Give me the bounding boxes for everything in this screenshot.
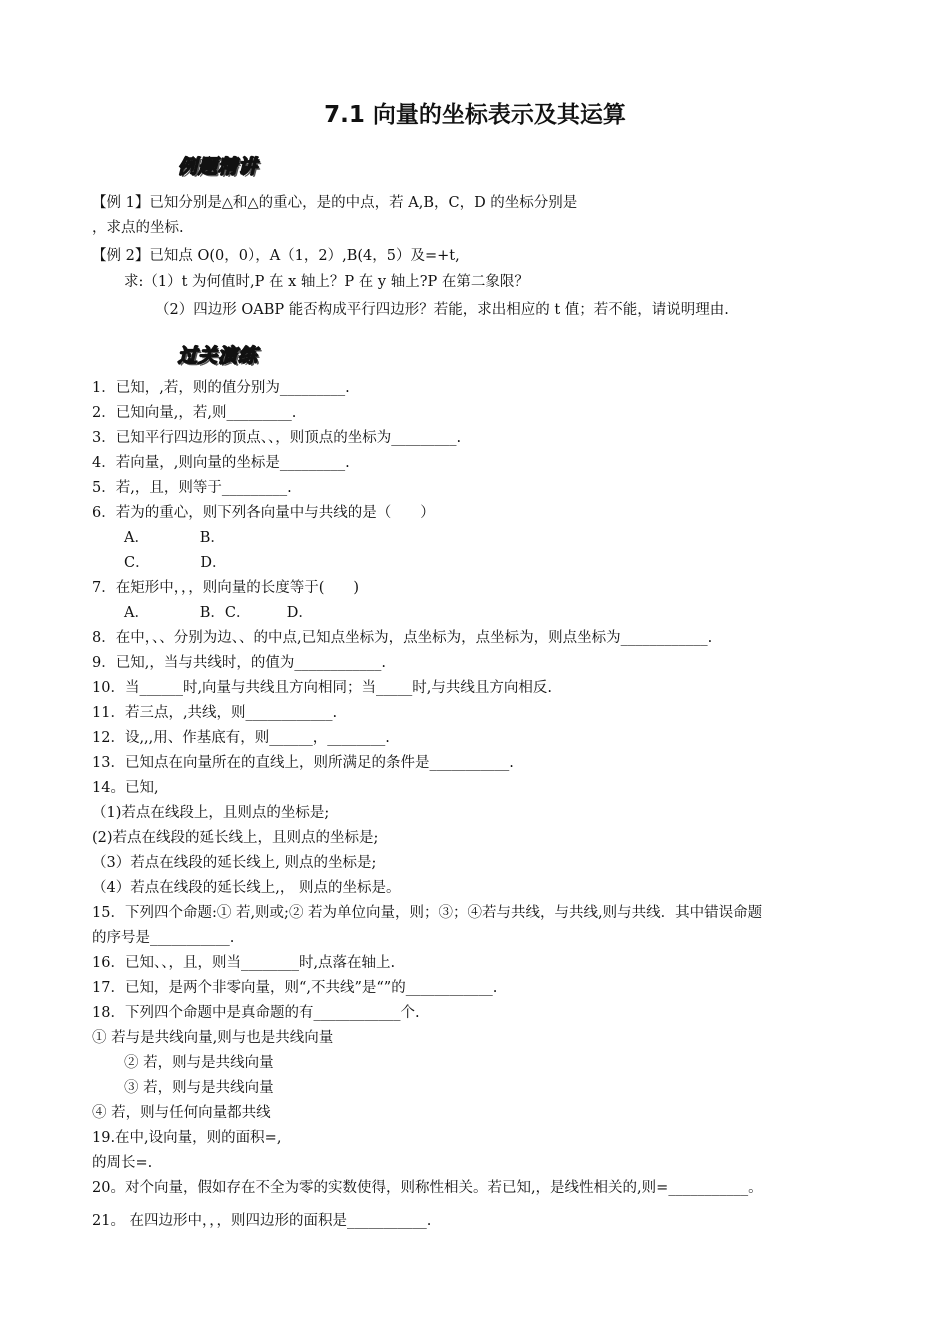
problem-9: 9．已知,，当与共线时，的值为____________.	[92, 655, 386, 671]
example-2-question-1: 求:（1）t 为何值时,P 在 x 轴上？P 在 y 轴上?P 在第二象限？	[124, 274, 529, 290]
problem-18-statement-4: ④ 若，则与任何向量都共线	[92, 1105, 271, 1121]
problem-18: 18．下列四个命题中是真命题的有____________个.	[92, 1005, 420, 1021]
example-2-line-1: 【例 2】已知点 O(0，0），A（1，2）,B(4，5）及=+t,	[92, 248, 460, 264]
problem-4: 4．若向量，,则向量的坐标是_________.	[92, 455, 350, 471]
practice-section-header: 过关演练	[178, 345, 259, 367]
problem-16: 16．已知、、，且，则当________时,点落在轴上.	[92, 955, 396, 971]
example-1-line-1: 【例 1】已知分别是△和△的重心，是的中点，若 A,B，C，D 的坐标分别是	[92, 195, 578, 211]
problem-13: 13．已知点在向量所在的直线上，则所满足的条件是___________.	[92, 755, 514, 771]
problem-7: 7．在矩形中，，，则向量的长度等于( )	[92, 580, 360, 596]
examples-section-header: 例题精讲	[178, 156, 259, 178]
problem-7-options: A． B．C． D．	[124, 605, 313, 621]
problem-8: 8．在中，、、分别为边、、的中点,已知点坐标为，点坐标为，点坐标为，则点坐标为____________.	[92, 630, 713, 646]
problem-14-part-3: （3）若点在线段的延长线上, 则点的坐标是;	[92, 855, 377, 871]
problem-12: 12．设,,,用、作基底有，则______，________.	[92, 730, 390, 746]
problem-19-continued: 的周长=.	[92, 1155, 153, 1171]
problem-3: 3．已知平行四边形的顶点、、，则顶点的坐标为_________.	[92, 430, 462, 446]
problem-14-part-2: (2)若点在线段的延长线上，且则点的坐标是;	[92, 830, 379, 846]
problem-10: 10．当______时,向量与共线且方向相同；当_____时,与共线且方向相反.	[92, 680, 553, 696]
problem-17: 17．已知，是两个非零向量，则“,不共线”是“”的____________.	[92, 980, 498, 996]
problem-6-options-ab: A． B．	[124, 530, 225, 546]
problem-14: 14。已知,	[92, 780, 159, 796]
problem-1: 1．已知，,若，则的值分别为_________.	[92, 380, 350, 396]
problem-19: 19.在中,设向量，则的面积=,	[92, 1130, 282, 1146]
problem-21: 21。 在四边形中，，，则四边形的面积是___________.	[92, 1213, 432, 1229]
problem-6-options-cd: C． D．	[124, 555, 227, 571]
problem-18-statement-1: ① 若与是共线向量,则与也是共线向量	[92, 1030, 334, 1046]
page-title: 7.1 向量的坐标表示及其运算	[324, 102, 626, 128]
problem-15: 15．下列四个命题:① 若,则或;② 若为单位向量，则；③；④若与共线，与共线,则与共线．其中错误命题	[92, 905, 763, 921]
problem-20: 20。对个向量，假如存在不全为零的实数使得，则称性相关。若已知,，是线性相关的,则=___________。	[92, 1180, 763, 1196]
example-1-line-2: ，求点的坐标.	[92, 220, 184, 236]
problem-14-part-4: （4）若点在线段的延长线上,， 则点的坐标是。	[92, 880, 401, 896]
problem-6: 6．若为的重心，则下列各向量中与共线的是（ ）	[92, 505, 435, 521]
problem-18-statement-2: ② 若，则与是共线向量	[124, 1055, 274, 1071]
problem-18-statement-3: ③ 若，则与是共线向量	[124, 1080, 274, 1096]
problem-11: 11．若三点，,共线，则____________.	[92, 705, 338, 721]
problem-2: 2．已知向量,，若,则_________.	[92, 405, 297, 421]
problem-15-continued: 的序号是___________.	[92, 930, 235, 946]
problem-5: 5．若,，且，则等于_________.	[92, 480, 292, 496]
example-2-question-2: （2）四边形 OABP 能否构成平行四边形？若能，求出相应的 t 值；若不能，请说明理由.	[155, 302, 729, 318]
problem-14-part-1: （1)若点在线段上，且则点的坐标是;	[92, 805, 330, 821]
